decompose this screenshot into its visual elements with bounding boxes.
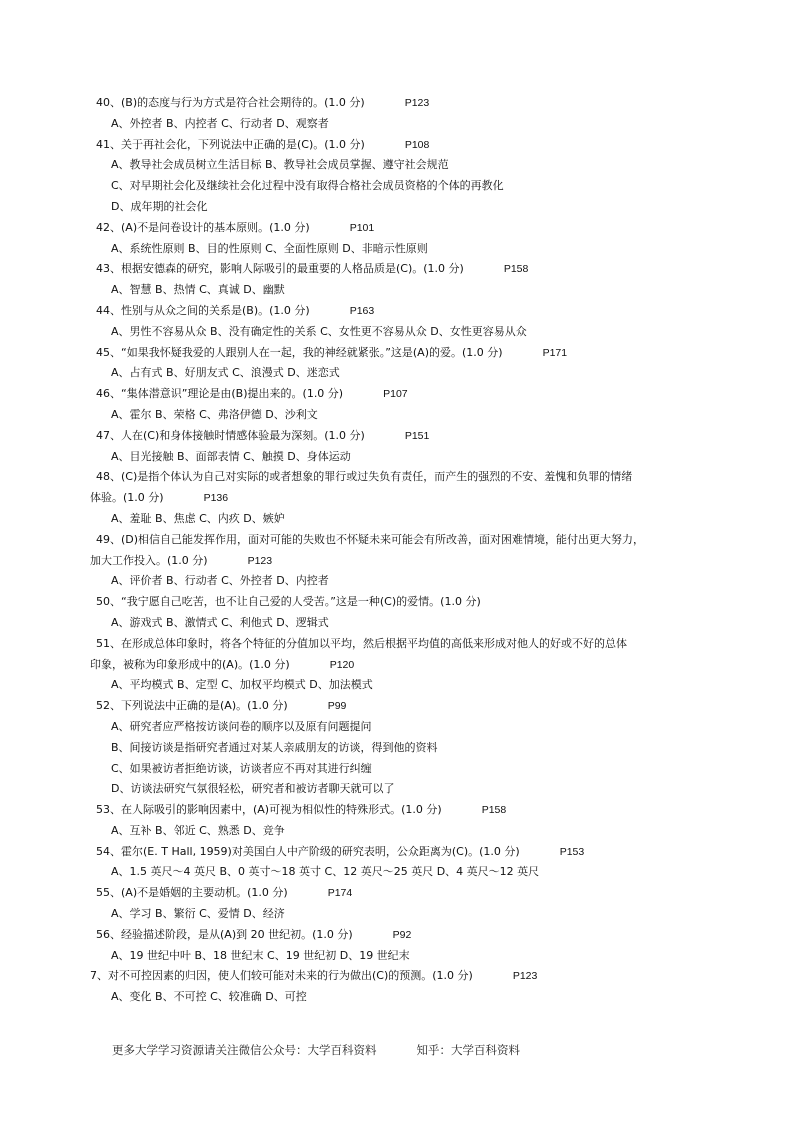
footer-zhihu-note: 知乎：大学百科资料 <box>416 1043 520 1057</box>
question-text-line <box>90 301 690 322</box>
page-reference: P123 <box>404 97 430 109</box>
question-text-line <box>90 842 690 863</box>
question-text: 48、(C)是指个体认为自己对实际的或者想象的罪行或过失负有责任，而产生的强烈的不安、羞愧和负罪的情绪 <box>96 470 633 484</box>
question-text-line <box>90 218 690 239</box>
answer-options: A、占有式 B、好朋友式 C、浪漫式 D、迷恋式 <box>111 366 340 380</box>
answer-options: A、19 世纪中叶 B、18 世纪末 C、19 世纪初 D、19 世纪末 <box>111 948 410 962</box>
page-reference: P123 <box>247 554 273 567</box>
question-text-line <box>90 883 690 904</box>
answer-options: A、羞耻 B、焦虑 C、内疚 D、嫉妒 <box>111 511 285 525</box>
answer-options: C、对早期社会化及继续社会化过程中没有取得合格社会成员资格的个体的再教化 <box>111 179 504 193</box>
question-text: 51、在形成总体印象时，将各个特征的分值加以平均，然后根据平均值的高低来形成对他人的好或不好的总体 <box>96 636 627 650</box>
page-reference: P123 <box>512 970 538 983</box>
question-text: 加大工作投入。(1.0 分) <box>90 553 208 567</box>
footer-wechat-note: 更多大学学习资源请关注微信公众号：大学百科资料 <box>112 1043 377 1057</box>
page-reference: P120 <box>329 658 355 671</box>
answer-options: A、智慧 B、热情 C、真诚 D、幽默 <box>111 283 285 297</box>
page-reference: P158 <box>503 263 529 276</box>
question-text-line <box>90 966 690 987</box>
page-reference: P92 <box>392 928 412 941</box>
question-text: 54、霍尔(E. T Hall, 1959)对美国白人中产阶级的研究表明，公众距离为(C)。(1.0 分) <box>96 844 520 858</box>
question-text-line <box>90 93 690 114</box>
question-text: 42、(A)不是问卷设计的基本原则。(1.0 分) <box>96 220 310 234</box>
question-text-line <box>90 259 690 280</box>
question-text-line <box>90 467 690 488</box>
question-text: 52、下列说法中正确的是(A)。(1.0 分) <box>96 699 288 713</box>
answer-options: A、变化 B、不可控 C、较准确 D、可控 <box>111 990 307 1004</box>
question-text-line <box>90 592 690 613</box>
question-text-line <box>90 135 690 156</box>
answer-options: A、外控者 B、内控者 C、行动者 D、观察者 <box>111 116 329 130</box>
page-reference: P101 <box>349 221 375 234</box>
question-text-line <box>90 551 690 572</box>
question-text-line <box>90 530 690 551</box>
question-text: 56、经验描述阶段，是从(A)到 20 世纪初。(1.0 分) <box>96 927 353 941</box>
answer-options: A、1.5 英尺～4 英尺 B、0 英寸～18 英寸 C、12 英尺～25 英尺 D、4 英尺～12 英尺 <box>111 865 540 879</box>
answer-options: A、游戏式 B、激情式 C、利他式 D、逻辑式 <box>111 615 329 629</box>
question-text: 印象，被称为印象形成中的(A)。(1.0 分) <box>90 657 290 671</box>
question-text: 46、“集体潜意识”理论是由(B)提出来的。(1.0 分) <box>96 387 344 401</box>
answer-options: D、访谈法研究气氛很轻松，研究者和被访者聊天就可以了 <box>111 782 395 796</box>
answer-options: A、平均模式 B、定型 C、加权平均模式 D、加法模式 <box>111 678 373 692</box>
question-text-line <box>90 384 690 405</box>
answer-options: A、学习 B、繁衍 C、爱情 D、经济 <box>111 907 285 921</box>
answer-options: A、系统性原则 B、目的性原则 C、全面性原则 D、非暗示性原则 <box>111 241 428 255</box>
question-text: 53、在人际吸引的影响因素中，(A)可视为相似性的特殊形式。(1.0 分) <box>96 803 442 817</box>
page-reference: P153 <box>559 845 585 858</box>
question-text-line <box>90 655 690 676</box>
page-reference: P99 <box>327 700 347 713</box>
answer-options: A、男性不容易从众 B、没有确定性的关系 C、女性更不容易从众 D、女性更容易从众 <box>111 324 527 338</box>
answer-options: A、教导社会成员树立生活目标 B、教导社会成员掌握、遵守社会规范 <box>111 158 449 172</box>
question-text: 45、“如果我怀疑我爱的人跟别人在一起，我的神经就紧张。”这是(A)的爱。(1.0 分) <box>96 345 503 359</box>
page-footer <box>112 1042 520 1058</box>
page-reference: P163 <box>349 304 375 317</box>
page-reference: P174 <box>327 887 353 900</box>
page-reference: P158 <box>481 804 507 817</box>
question-text: 44、性别与从众之间的关系是(B)。(1.0 分) <box>96 303 310 317</box>
answer-options: A、目光接触 B、面部表情 C、触摸 D、身体运动 <box>111 449 351 463</box>
page-reference: P136 <box>203 492 229 505</box>
question-text-line <box>90 634 690 655</box>
answer-options: A、互补 B、邻近 C、熟悉 D、竞争 <box>111 823 285 837</box>
question-text: 47、人在(C)和身体接触时情感体验最为深刻。(1.0 分) <box>96 428 365 442</box>
question-text-line <box>90 426 690 447</box>
answer-options: A、评价者 B、行动者 C、外控者 D、内控者 <box>111 574 329 588</box>
question-text-line <box>90 488 690 509</box>
question-text: 55、(A)不是婚姻的主要动机。(1.0 分) <box>96 886 288 900</box>
question-text-line <box>90 925 690 946</box>
question-text-line <box>90 343 690 364</box>
page-reference: P108 <box>404 138 430 151</box>
answer-options: C、如果被访者拒绝访谈，访谈者应不再对其进行纠缠 <box>111 761 372 775</box>
answer-options: A、霍尔 B、荣格 C、弗洛伊德 D、沙利文 <box>111 407 318 421</box>
question-text: 40、(B)的态度与行为方式是符合社会期待的。(1.0 分) <box>96 96 365 109</box>
question-text: 41、关于再社会化，下列说法中正确的是(C)。(1.0 分) <box>96 137 365 151</box>
page-reference: P171 <box>542 346 568 359</box>
question-text: 49、(D)相信自己能发挥作用，面对可能的失败也不怀疑未来可能会有所改善，面对困难情境，能付出更大努力， <box>96 532 645 546</box>
question-text: 50、“我宁愿自己吃苦，也不让自己爱的人受苦。”这是一种(C)的爱情。(1.0 分) <box>96 595 481 609</box>
question-text-line <box>90 696 690 717</box>
question-text: 7、对不可控因素的归因，使人们较可能对未来的行为做出(C)的预测。(1.0 分) <box>90 969 473 983</box>
page-reference: P107 <box>383 388 408 401</box>
question-text-line <box>90 800 690 821</box>
question-list <box>90 93 690 1008</box>
question-text: 体验。(1.0 分) <box>90 491 164 505</box>
answer-options: B、间接访谈是指研究者通过对某人亲戚朋友的访谈，得到他的资料 <box>111 740 438 754</box>
question-text: 43、根据安德森的研究，影响人际吸引的最重要的人格品质是(C)。(1.0 分) <box>96 262 464 276</box>
page-reference: P151 <box>404 429 430 442</box>
answer-options: A、研究者应严格按访谈问卷的顺序以及原有问题提问 <box>111 719 372 733</box>
answer-options: D、成年期的社会化 <box>111 199 208 213</box>
